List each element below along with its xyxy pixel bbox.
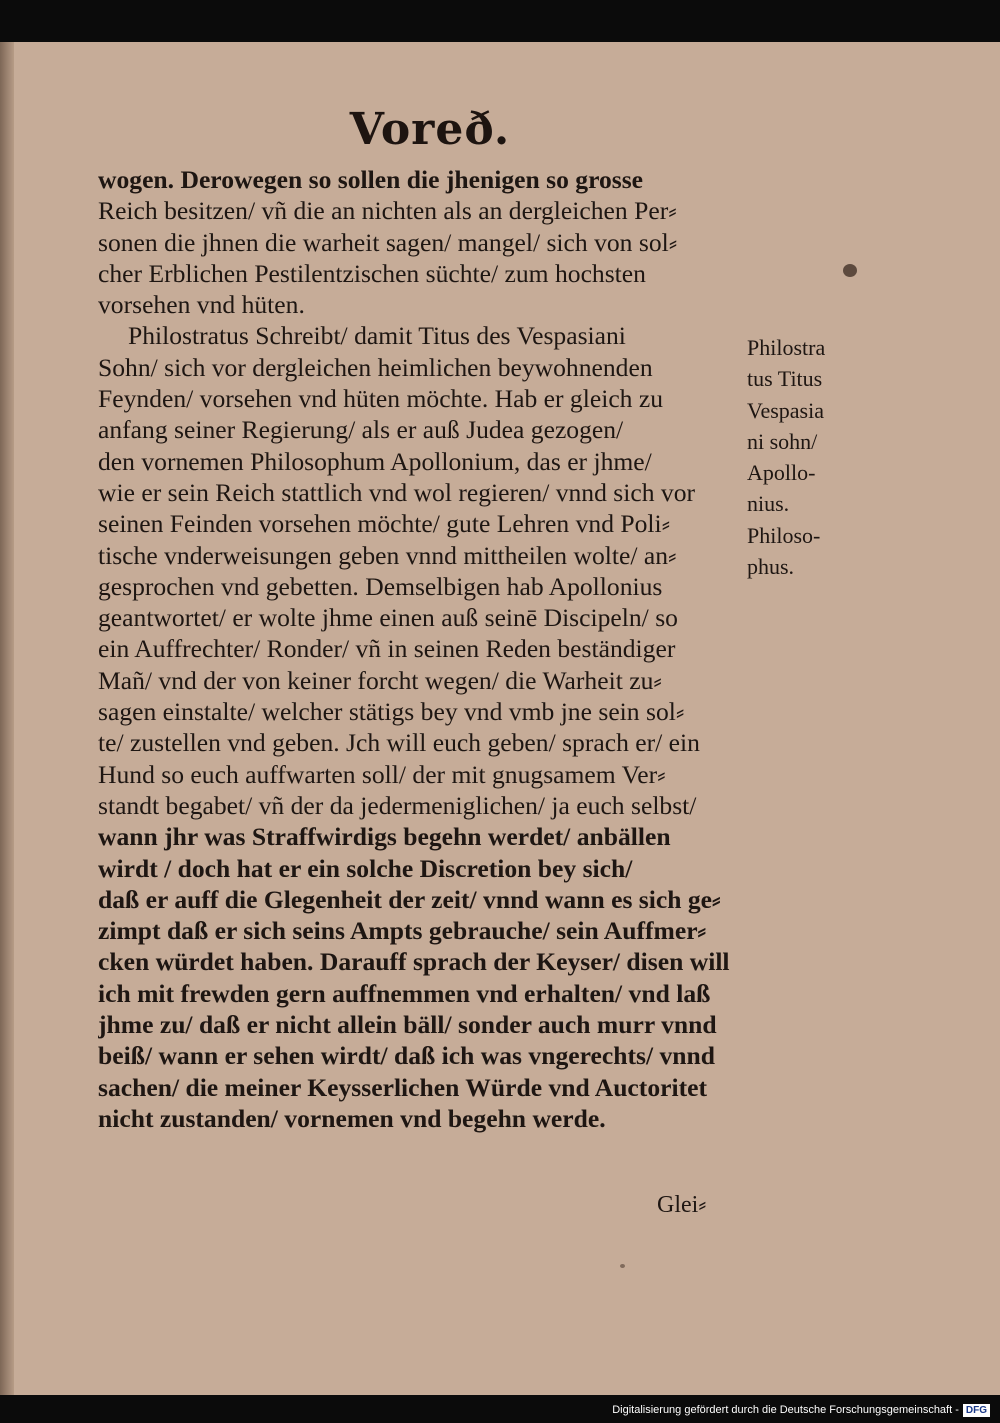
text-line: standt begabet/ vñ der da jedermeniglichen/ ja euch selbst/ — [98, 790, 697, 820]
text-line: ein Auffrechter/ Ronder/ vñ in seinen Reden beständiger — [98, 634, 676, 664]
scanned-page — [0, 42, 1000, 1395]
footer-credit: Digitalisierung gefördert durch die Deutsche Forschungsgemeinschaft - — [612, 1404, 959, 1416]
marginal-note-line: Vespasia — [747, 397, 824, 423]
running-head: Voreð. — [349, 104, 511, 155]
text-line: nicht zustanden/ vornemen vnd begehn werde. — [98, 1103, 606, 1133]
text-line: beiß/ wann er sehen wirdt/ daß ich was vngerechts/ vnnd — [98, 1041, 715, 1071]
catchword: Glei⸗ — [657, 1192, 707, 1218]
text-line: wogen. Derowegen so sollen die jhenigen so grosse — [98, 165, 644, 194]
marginal-note-line: phus. — [747, 554, 795, 580]
marginal-note-line: Philostra — [747, 335, 826, 360]
text-line: anfang seiner Regierung/ als er auß Judea gezogen/ — [98, 415, 624, 445]
text-line: Mañ/ vnd der von keiner forcht wegen/ die Warheit zu⸗ — [98, 665, 662, 695]
text-line: sagen einstalte/ welcher stätigs bey vnd vmb jne sein sol⸗ — [98, 697, 685, 727]
text-line: Hund so euch auffwarten soll/ der mit gnugsamem Ver⸗ — [98, 759, 666, 789]
text-line: daß er auff die Glegenheit der zeit/ vnnd wann es sich ge⸗ — [98, 884, 721, 914]
marginal-note-line: Apollo- — [747, 460, 816, 486]
ink-blot — [843, 264, 857, 277]
marginal-note-line: Philoso- — [747, 522, 821, 548]
text-line: Reich besitzen/ vñ die an nichten als an dergleichen Per⸗ — [98, 196, 677, 226]
text-line: cken würdet haben. Darauff sprach der Keyser/ disen will — [98, 947, 730, 977]
text-line: den vornemen Philosophum Apollonium, das er jhme/ — [98, 446, 652, 476]
text-line: zimpt daß er sich seins Ampts gebrauche/ sein Auffmer⸗ — [98, 916, 707, 946]
text-line: wann jhr was Straffwirdigs begehn werdet/ anbällen — [98, 822, 671, 852]
text-line: vorsehen vnd hüten. — [98, 290, 305, 320]
dfg-logo-icon: DFG — [963, 1404, 990, 1417]
text-line: gesprochen vnd gebetten. Demselbigen hab Apollonius — [98, 571, 663, 601]
marginal-note-line: ni sohn/ — [747, 428, 818, 454]
text-line: tische vnderweisungen geben vnnd mittheilen wolte/ an⸗ — [98, 540, 677, 570]
text-line: sachen/ die meiner Keysserlichen Würde vnd Auctoritet — [98, 1072, 707, 1102]
body-text — [98, 164, 748, 1134]
text-line: wirdt / doch hat er ein solche Discretion bey sich/ — [98, 853, 633, 883]
text-line: Philostratus Schreibt/ damit Titus des Vespasiani — [128, 321, 626, 351]
digitization-footer — [612, 1401, 990, 1419]
text-line: cher Erblichen Pestilentzischen süchte/ zum hochsten — [98, 258, 646, 288]
text-line: jhme zu/ daß er nicht allein bäll/ sonder auch murr vnnd — [98, 1010, 717, 1040]
text-line: Sohn/ sich vor dergleichen heimlichen beywohnenden — [98, 352, 653, 382]
text-line: wie er sein Reich stattlich vnd wol regieren/ vnnd sich vor — [98, 477, 696, 507]
text-line: sonen die jhnen die warheit sagen/ mangel/ sich von sol⸗ — [98, 227, 678, 257]
page-binding-edge — [0, 42, 14, 1395]
text-line: geantwortet/ er wolte jhme einen auß seinē Discipeln/ so — [98, 603, 678, 633]
marginal-note-line: nius. — [747, 491, 790, 517]
text-line: seinen Feinden vorsehen möchte/ gute Lehren vnd Poli⸗ — [98, 509, 671, 539]
text-line: ich mit frewden gern auffnemmen vnd erhalten/ vnd laß — [98, 978, 711, 1008]
marginal-note — [747, 332, 857, 582]
ink-speck — [620, 1264, 625, 1268]
text-line: Feynden/ vorsehen vnd hüten möchte. Hab er gleich zu — [98, 384, 664, 414]
marginal-note-line: tus Titus — [747, 366, 823, 392]
text-line: te/ zustellen vnd geben. Jch will euch geben/ sprach er/ ein — [98, 728, 700, 758]
